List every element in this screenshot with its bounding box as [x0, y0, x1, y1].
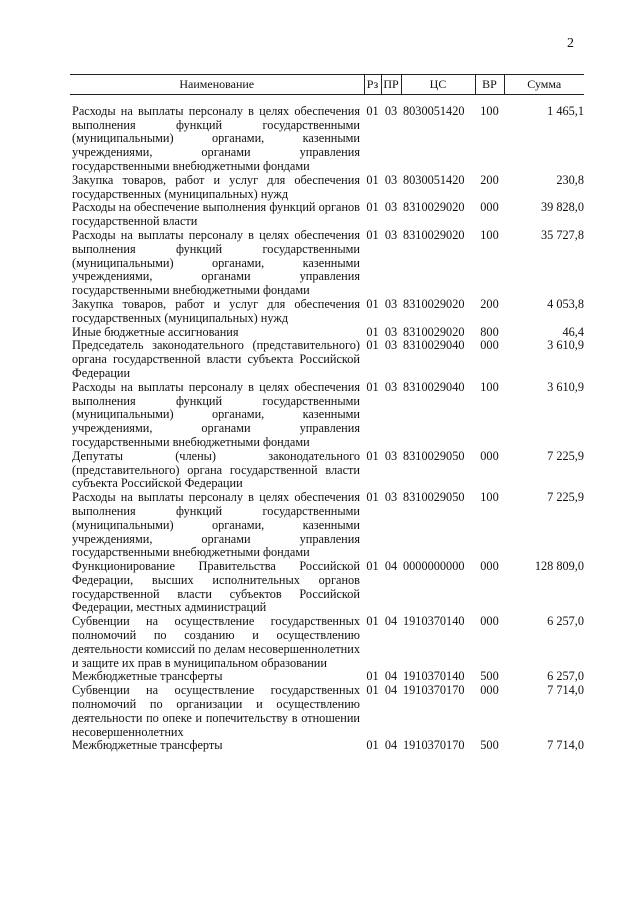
cell-name: Закупка товаров, работ и услуг для обеспечения государственных (муниципальных) нужд	[72, 172, 360, 201]
cell-cs: 8310029040	[403, 338, 465, 353]
cell-pr: 03	[384, 103, 398, 118]
cell-sum: 7 714,0	[547, 683, 584, 698]
cell-pr: 03	[384, 296, 398, 311]
cell-cs: 8310029020	[403, 324, 465, 339]
cell-cs: 8310029020	[403, 200, 465, 215]
cell-vr: 100	[480, 490, 499, 505]
cell-vr: 200	[480, 172, 499, 187]
cell-cs: 0000000000	[403, 559, 465, 574]
cell-rz: 01	[366, 669, 379, 684]
cell-name: Расходы на выплаты персоналу в целях обеспечения выполнения функций государственными (муниципальными) органами, казенными учреждениями, органами управления государственными внебюджетными фондами	[72, 379, 360, 449]
cell-sum: 3 610,9	[547, 379, 584, 394]
cell-name: Межбюджетные трансферты	[72, 669, 223, 684]
budget-table	[70, 74, 584, 753]
cell-pr: 04	[384, 559, 398, 574]
cell-name: Функционирование Правительства Российской Федерации, высших исполнительных органов государственной власти субъектов Российской Федерации, местных администраций	[72, 559, 360, 615]
header-rz: Рз	[364, 75, 381, 95]
cell-vr: 800	[480, 324, 499, 339]
cell-pr: 04	[384, 614, 398, 629]
cell-name: Субвенции на осуществление государственных полномочий по созданию и осуществлению деятельности комиссий по делам несовершеннолетних и защите их прав в муниципальном образовании	[72, 614, 360, 670]
cell-rz: 01	[366, 490, 379, 505]
cell-sum: 128 809,0	[534, 559, 584, 574]
cell-rz: 01	[366, 200, 379, 215]
table-row	[70, 560, 584, 615]
cell-pr: 04	[384, 738, 398, 753]
cell-cs: 1910370170	[403, 683, 465, 698]
header-cs: ЦС	[401, 75, 475, 95]
table-row	[70, 201, 584, 229]
cell-pr: 03	[384, 324, 398, 339]
cell-pr: 03	[384, 448, 398, 463]
cell-sum: 3 610,9	[547, 338, 584, 353]
header-vr: ВР	[475, 75, 504, 95]
cell-pr: 04	[384, 669, 398, 684]
cell-name: Расходы на выплаты персоналу в целях обеспечения выполнения функций государственными (муниципальными) органами, казенными учреждениями, органами управления государственными внебюджетными фондами	[72, 227, 360, 298]
table-row	[70, 381, 584, 450]
cell-pr: 04	[384, 683, 398, 698]
cell-name: Иные бюджетные ассигнования	[72, 324, 239, 339]
header-pr: ПР	[381, 75, 401, 95]
table-row	[70, 491, 584, 560]
table-row	[70, 450, 584, 491]
cell-sum: 6 257,0	[547, 669, 584, 684]
cell-sum: 7 714,0	[547, 738, 584, 753]
cell-cs: 8310029040	[403, 379, 465, 394]
cell-vr: 000	[480, 559, 499, 574]
table-row	[70, 298, 584, 326]
cell-rz: 01	[366, 227, 379, 242]
cell-sum: 7 225,9	[547, 448, 584, 463]
cell-rz: 01	[366, 324, 379, 339]
cell-vr: 100	[480, 227, 499, 242]
cell-cs: 1910370140	[403, 669, 465, 684]
cell-vr: 000	[480, 614, 499, 629]
cell-pr: 03	[384, 172, 398, 187]
table-row	[70, 739, 584, 753]
cell-sum: 230,8	[556, 172, 584, 187]
table-row	[70, 684, 584, 739]
table-header-row	[70, 75, 584, 95]
cell-pr: 03	[384, 490, 398, 505]
cell-cs: 8310029050	[403, 448, 465, 463]
cell-sum: 39 828,0	[540, 200, 584, 215]
cell-sum: 35 727,8	[540, 227, 584, 242]
cell-rz: 01	[366, 296, 379, 311]
cell-name: Субвенции на осуществление государственных полномочий по организации и осуществлению деятельности по опеке и попечительству в отношении несовершеннолетних	[72, 683, 360, 739]
cell-sum: 7 225,9	[547, 490, 584, 505]
cell-name: Межбюджетные трансферты	[72, 738, 223, 753]
cell-rz: 01	[366, 559, 379, 574]
cell-sum: 4 053,8	[547, 296, 584, 311]
cell-rz: 01	[366, 614, 379, 629]
cell-name: Председатель законодательного (представительного) органа государственной власти субъекта Российской Федерации	[72, 338, 360, 380]
cell-vr: 500	[480, 669, 499, 684]
cell-cs: 1910370170	[403, 738, 465, 753]
cell-cs: 8310029050	[403, 490, 465, 505]
cell-cs: 1910370140	[403, 614, 465, 629]
cell-rz: 01	[366, 103, 379, 118]
cell-cs: 8030051420	[403, 172, 465, 187]
cell-pr: 03	[384, 338, 398, 353]
cell-name: Расходы на выплаты персоналу в целях обеспечения выполнения функций государственными (муниципальными) органами, казенными учреждениями, органами управления государственными внебюджетными фондами	[72, 490, 360, 560]
table-row	[70, 94, 584, 173]
cell-name: Депутаты (члены) законодательного (представительного) органа государственной власти субъекта Российской Федерации	[72, 448, 360, 491]
cell-vr: 000	[480, 200, 499, 215]
cell-name: Расходы на обеспечение выполнения функций органов государственной власти	[72, 200, 360, 229]
cell-pr: 03	[384, 227, 398, 242]
cell-rz: 01	[366, 338, 379, 353]
cell-pr: 03	[384, 200, 398, 215]
cell-vr: 500	[480, 738, 499, 753]
cell-vr: 100	[480, 103, 499, 118]
cell-cs: 8310029020	[403, 296, 465, 311]
cell-rz: 01	[366, 683, 379, 698]
cell-vr: 000	[480, 683, 499, 698]
cell-vr: 000	[480, 338, 499, 353]
header-name: Наименование	[70, 75, 364, 95]
cell-name: Закупка товаров, работ и услуг для обеспечения государственных (муниципальных) нужд	[72, 296, 360, 325]
page-number: 2	[567, 36, 574, 51]
cell-rz: 01	[366, 448, 379, 463]
table-row	[70, 339, 584, 380]
table-row	[70, 229, 584, 298]
table-row	[70, 174, 584, 202]
cell-vr: 200	[480, 296, 499, 311]
cell-rz: 01	[366, 379, 379, 394]
cell-sum: 46,4	[562, 324, 584, 339]
table-row	[70, 326, 584, 340]
table-row	[70, 615, 584, 670]
header-sum: Сумма	[504, 75, 584, 95]
table-row	[70, 670, 584, 684]
cell-sum: 1 465,1	[547, 103, 584, 118]
table-body	[70, 94, 584, 753]
cell-vr: 000	[480, 448, 499, 463]
cell-pr: 03	[384, 379, 398, 394]
cell-cs: 8030051420	[403, 103, 465, 118]
cell-vr: 100	[480, 379, 499, 394]
cell-sum: 6 257,0	[547, 614, 584, 629]
cell-rz: 01	[366, 738, 379, 753]
cell-cs: 8310029020	[403, 227, 465, 242]
cell-rz: 01	[366, 172, 379, 187]
cell-name: Расходы на выплаты персоналу в целях обеспечения выполнения функций государственными (муниципальными) органами, казенными учреждениями, органами управления государственными внебюджетными фондами	[72, 103, 360, 173]
